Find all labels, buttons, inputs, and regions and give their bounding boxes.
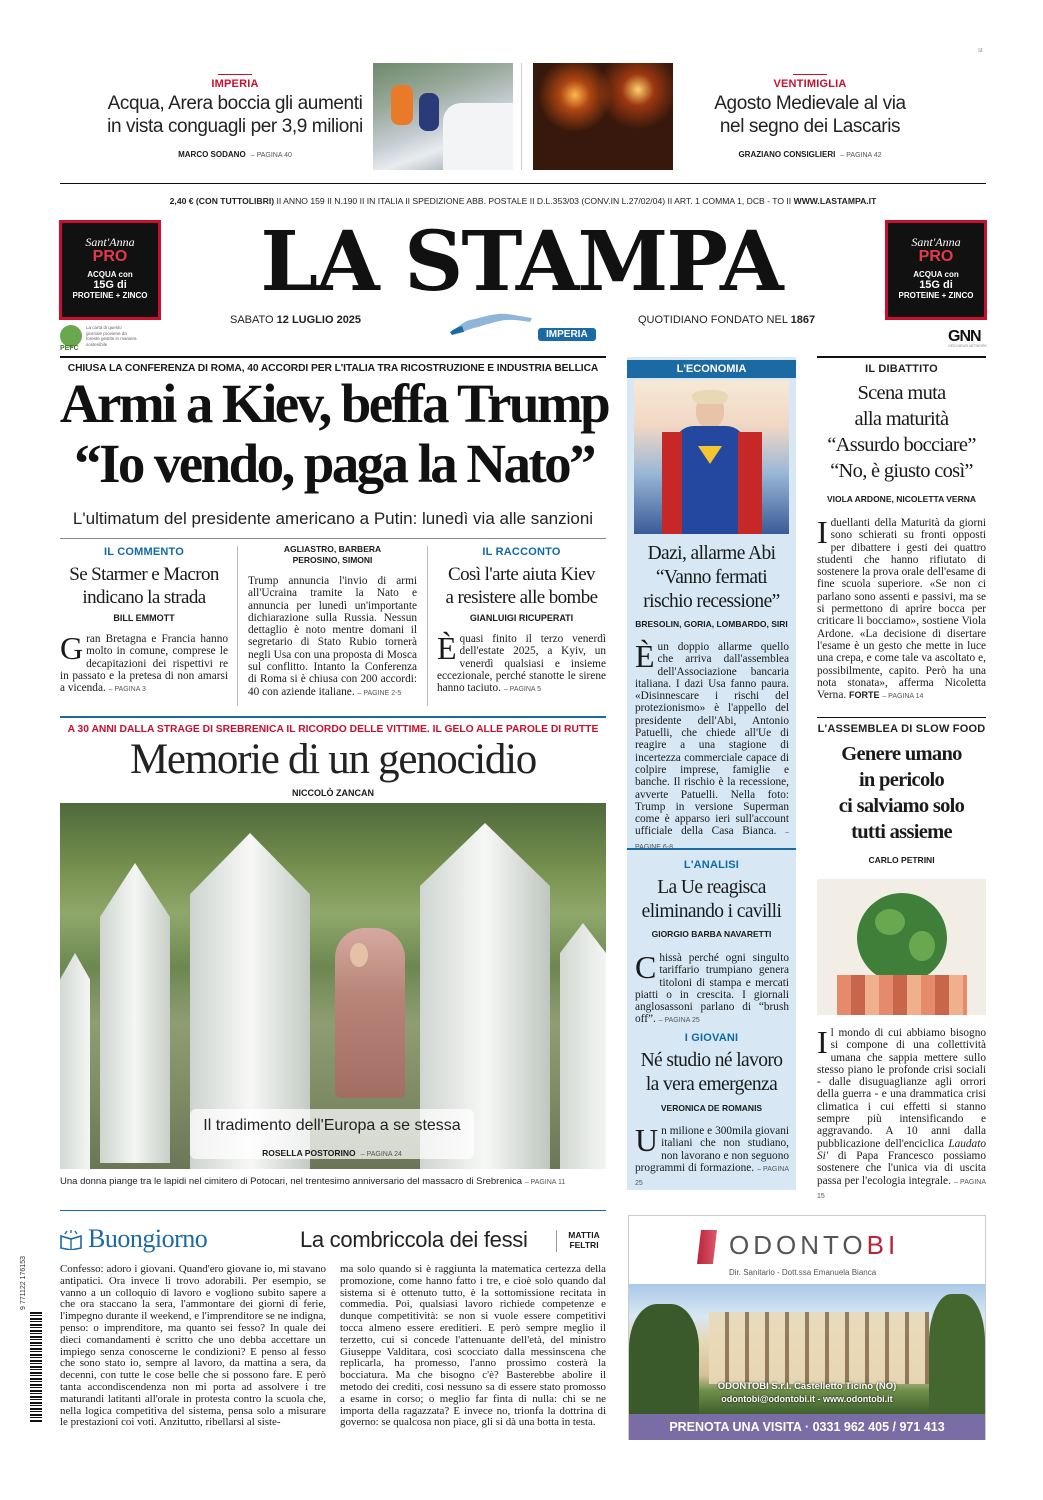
info-line: 2,40 € (CON TUTTOLIBRI) II ANNO 159 II N.190 II IN ITALIA II SPEDIZIONE ABB. POSTALE II D.L.353/03 (CONV.IN L.27/02/04) II ART. 1 COMMA 1, DCB - TO II WWW.LASTAMPA.IT <box>169 196 877 206</box>
gnn-logo: GNN <box>948 328 981 345</box>
center-text: Trump annuncia l'invio di armi all'Ucraina tramite la Nato e annuncia per lunedì un'importante dichiarazione sulla Russia. Nessun dettaglio è noto mentre domani il segretario di Stato Rubio tornerà negli Usa con una proposta di Mosca sul conflitto. Intanto la Conferenza di Roma si è chiusa con 200 accordi: 40 con aziende italiane. – PAGINE 2-5 <box>248 575 417 698</box>
teaser-right[interactable] <box>690 74 930 161</box>
economia-text: Èun doppio allarme quello che arriva dall'assemblea dell'Associazione bancaria italiana. I dazi Usa fanno paura. «Disinnescare i rischi del protezionismo» è l'appello del presidente dell'Abi, Antonio Patuelli, che chiede all'Ue di reagire a una stagione di incertezza commerciale capace di colpire imprese, famiglie e banche. Il rischio è la recessione, avverte Patuelli. Nella foto: Trump in versione Superman come è apparso ieri sull'account ufficiale della Casa Bianca. – <box>635 638 789 838</box>
racconto-title: Così l'arte aiuta Kiev a resistere alle bombe <box>445 564 598 608</box>
ad-right[interactable]: Sant'Anna PRO ACQUA con 15G di PROTEINE + ZINCO <box>885 220 987 320</box>
analisi-author: GIORGIO BARBA NAVARETTI <box>651 929 772 939</box>
srebrenica-overlay-title: Il tradimento dell'Europa a se stessa <box>203 1117 461 1134</box>
buongiorno-col1: Confesso: adoro i giovani. Quand'ero giovane io, mi stavano antipatici. Ora invece li trovo adorabili. Per esempio, se vanno a un colloquio di lavoro e vogliono subito sapere a che ora staccano la sera, l'ammontare dei giorni di ferie, l'impegno durante il weekend, e l'imprenditore se ne indigna, penso: o imprenditore, ma quanto sei fesso? In quale dei dieci comandamenti è scritto che uno debba accettare un impiego senza conoscerne le condizioni? E penso al fesso che sono stato io, sempre al lavoro, da mattina a sera, da decenni, con tutte le cose belle che si possono fare. E però tanta accondiscendenza non mi porta ad assolvere i tre maturandi latitanti all'orale in protesta contro la scuola che, nella logica competitiva del sistema, pensa solo a misurare le prestazioni coi voti. Anzitutto, ribellarsi al siste- <box>60 1263 326 1429</box>
dibattito-authors: VIOLA ARDONE, NICOLETTA VERNA <box>826 494 977 504</box>
buongiorno-title[interactable]: La combriccola dei fessi <box>300 1227 528 1252</box>
teaser-photo-workers <box>373 63 513 170</box>
founded-line: QUOTIDIANO FONDATO NEL 1867 <box>638 314 816 326</box>
srebrenica-overlay-byline: ROSELLA POSTORINO – PAGINA 24 <box>262 1148 402 1158</box>
giovani-author: VERONICA DE ROMANIS <box>660 1103 763 1113</box>
odontobi-brand: ODONTOBI <box>729 1230 900 1260</box>
srebrenica-title[interactable]: Memorie di un genocidio <box>130 736 536 783</box>
commento-text: Gran Bretagna e Francia hanno molto in comune, comprese le decapitazioni dei rispettivi re in passato e la pretesa di non amarsi a vicenda. – PAGINA 3 <box>60 630 228 695</box>
commento-title: Se Starmer e Macron indicano la strada <box>69 564 219 608</box>
article-racconto[interactable] <box>437 546 606 696</box>
slowfood-illustration-earth <box>817 879 986 1015</box>
lead-subheadline: L'ultimatum del presidente americano a Putin: lunedì via alle sanzioni <box>72 509 594 528</box>
masthead-date: SABATO 12 LUGLIO 2025 <box>230 314 362 326</box>
buongiorno-col2: ma solo quando si è raggiunta la matematica certezza della promozione, come hanno fatto i tre, e cioè solo quando dal sistema si è ottenuto tutto, è la sottomissione recitata in commedia. Poi, qualsiasi lavoro richiede competenze e dunque competitività: se non si vuole essere competitivi tocca almeno essere ereditieri. E però sempre meglio il terzetto, cui si concede l'attenuante dell'età, del ministro Giuseppe Valditara, così scocciato dalla messinscena che replicarla, ha promesso, l'anno prossimo costerà la bocciatura. Ma che bisogno c'è? Basterebbe abolire il metodo dei crediti, così nessuno sa di essere stato promosso a esame in corso; o meglio far finta di nulla: chi se ne importa della ragazzata? E invece no, trionfa la dottrina di governo: se qualcosa non piace, gli si dà una botta in testa. <box>340 1263 606 1429</box>
odontobi-sub: Dir. Sanitario - Dott.ssa Emanuela Bianca <box>729 1268 877 1277</box>
srebrenica-author: NICCOLÒ ZANCAN <box>292 788 374 798</box>
commento-author: BILL EMMOTT <box>113 613 175 623</box>
pefc-note: La carta di questo giornale proviene da foreste gestite in maniera sostenibile <box>86 325 137 347</box>
slowfood-author: CARLO PETRINI <box>868 855 935 865</box>
ad-odontobi[interactable] <box>628 1215 986 1440</box>
ad-left[interactable]: Sant'Anna PRO ACQUA con 15G di PROTEINE + ZINCO <box>59 220 161 320</box>
analisi-text: Chissà perché ogni singulto tariffario trumpiano genera titoloni di stampa e mercati piatti o in crescita. I giornali anglosassoni parlano di “brush off”. – PAGINA 25 <box>635 949 789 1026</box>
edition-badge: IMPERIA <box>538 322 596 341</box>
teaser-left-page: – PAGINA 40 <box>250 152 292 159</box>
dibattito-title[interactable]: Scena muta alla maturità “Assurdo bocciare” “No, è giusto così” <box>827 382 976 482</box>
odontobi-company: ODONTOBI S.r.l. Castelletto Ticino (NO) <box>717 1381 897 1392</box>
teaser-left-author: MARCO SODANO <box>178 150 246 159</box>
teaser-right-title: Agosto Medievale al via nel segno dei Lascaris <box>714 93 906 137</box>
barcode-number: 9 771122 176153 <box>20 1256 27 1310</box>
teaser-left-kicker: IMPERIA <box>211 78 259 90</box>
slowfood-title[interactable]: Genere umano in pericolo ci salviamo solo tutti assieme <box>838 743 965 843</box>
odontobi-logo-icon <box>697 1230 717 1264</box>
article-center[interactable] <box>248 544 417 700</box>
teaser-right-author: GRAZIANO CONSIGLIERI <box>738 150 836 159</box>
page-corner-code: st <box>978 48 983 54</box>
analisi-title[interactable]: La Ue reagisca eliminando i cavilli <box>641 877 782 922</box>
dibattito-text: Iduellanti della Maturità da giorni sono schierati su fronti opposti per dibattere i gesti dei quattro studenti che hanno rifiutato di sostenere la prova orale dell'esame di fine scuola superiore. «Se non ci parlano sono assenti e passivi, ma se si permettono di aprire bocca per criticare li bocciamo», sostiene Viola Ardone. «La decisione di disertare l'esame è un gesto che mette in luce una crepa, e come tale va ascoltato e, possibilmente, capito. Però ha una nota stonata», afferma Nicoletta Verna. FORTE – PAGINA 14 <box>817 514 986 702</box>
pefc-icon <box>60 325 82 347</box>
teaser-photo-fire <box>533 63 673 170</box>
commento-kicker: IL COMMENTO <box>103 546 185 558</box>
racconto-kicker: IL RACCONTO <box>482 546 561 558</box>
masthead-title[interactable]: LA STAMPA <box>260 214 782 310</box>
srebrenica-photo <box>60 803 606 1169</box>
odontobi-contacts: odontobi@odontobi.it - www.odontobi.it <box>721 1394 893 1404</box>
analisi-kicker: L'ANALISI <box>683 859 740 871</box>
giovani-kicker: I GIOVANI <box>684 1032 739 1044</box>
dibattito-kicker: IL DIBATTITO <box>865 363 938 375</box>
gnn-sub: GEDI NEWS NETWORK <box>948 344 987 348</box>
racconto-text: Èquasi finito il terzo venerdì dell'estate 2025, a Kyiv, un venerdì qualsiasi e insieme eccezionale, perché stanotte le sirene hanno taciuto. – PAGINA 5 <box>437 630 606 695</box>
srebrenica-caption: Una donna piange tra le lapidi nel cimitero di Potocari, nel trentesimo anniversario del massacro di Srebrenica – PAGINA 11 <box>60 1176 566 1187</box>
lead-kicker: CHIUSA LA CONFERENZA DI ROMA, 40 ACCORDI PER L'ITALIA TRA RICOSTRUZIONE E INDUSTRIA BELLICA <box>67 363 599 374</box>
barcode <box>30 1312 42 1422</box>
liguria-map-icon <box>448 310 534 336</box>
srebrenica-kicker: A 30 ANNI DALLA STRAGE DI SREBRENICA IL RICORDO DELLE VITTIME. IL GELO ALLE PAROLE DI RUTTE <box>67 724 599 735</box>
economia-authors: BRESOLIN, GORIA, LOMBARDO, SIRI <box>635 619 788 629</box>
buongiorno-author: MATTIA FELTRI <box>568 1230 600 1250</box>
slowfood-kicker: L'ASSEMBLEA DI SLOW FOOD <box>817 723 986 735</box>
lead-headline[interactable]: Armi a Kiev, beffa Trump “Io vendo, paga la Nato” <box>59 373 609 494</box>
odontobi-cta[interactable]: PRENOTA UNA VISITA · 0331 962 405 / 971 413 <box>629 1414 985 1440</box>
slowfood-text: Il mondo di cui abbiamo bisogno si compone di una collettività umana che sappia mettere sullo stesso piano le profonde crisi sociali - dalle disuguaglianze agli orrori della guerra - e una drammatica crisi climatica i cui effetti si stanno sempre più intensificando e aggravando. A 10 anni dalla pubblicazione dell'enciclica Laudato Si' di Papa Francesco possiamo sostenere che l'unica via di uscita passa per l'ecologia integrale. – PAGINA 15 <box>817 1024 986 1200</box>
economia-title[interactable]: Dazi, allarme Abi “Vanno fermati rischio recessione” <box>643 543 780 612</box>
economia-header: L'ECONOMIA <box>627 360 796 378</box>
teaser-left[interactable] <box>100 74 370 161</box>
article-commento[interactable] <box>60 546 228 696</box>
center-authors: AGLIASTRO, BARBERA PEROSINO, SIMONI <box>283 544 382 565</box>
teaser-right-page: – PAGINA 42 <box>840 152 882 159</box>
pefc-label: PEFC <box>60 345 79 352</box>
teaser-right-kicker: VENTIMIGLIA <box>773 78 847 90</box>
buongiorno-label: Buongiorno <box>88 1224 208 1253</box>
racconto-author: GIANLUIGI RICUPERATI <box>469 613 574 623</box>
teaser-left-title: Acqua, Arera boccia gli aumenti in vista conguagli per 3,9 milioni <box>107 93 363 137</box>
economia-photo-superman <box>634 380 789 534</box>
buongiorno-book-icon <box>60 1230 82 1250</box>
giovani-title[interactable]: Né studio né lavoro la vera emergenza <box>640 1050 783 1095</box>
giovani-text: Un milione e 300mila giovani italiani che non studiano, non lavorano e non seguono programmi di formazione. – PAGINA 25 <box>635 1122 789 1188</box>
